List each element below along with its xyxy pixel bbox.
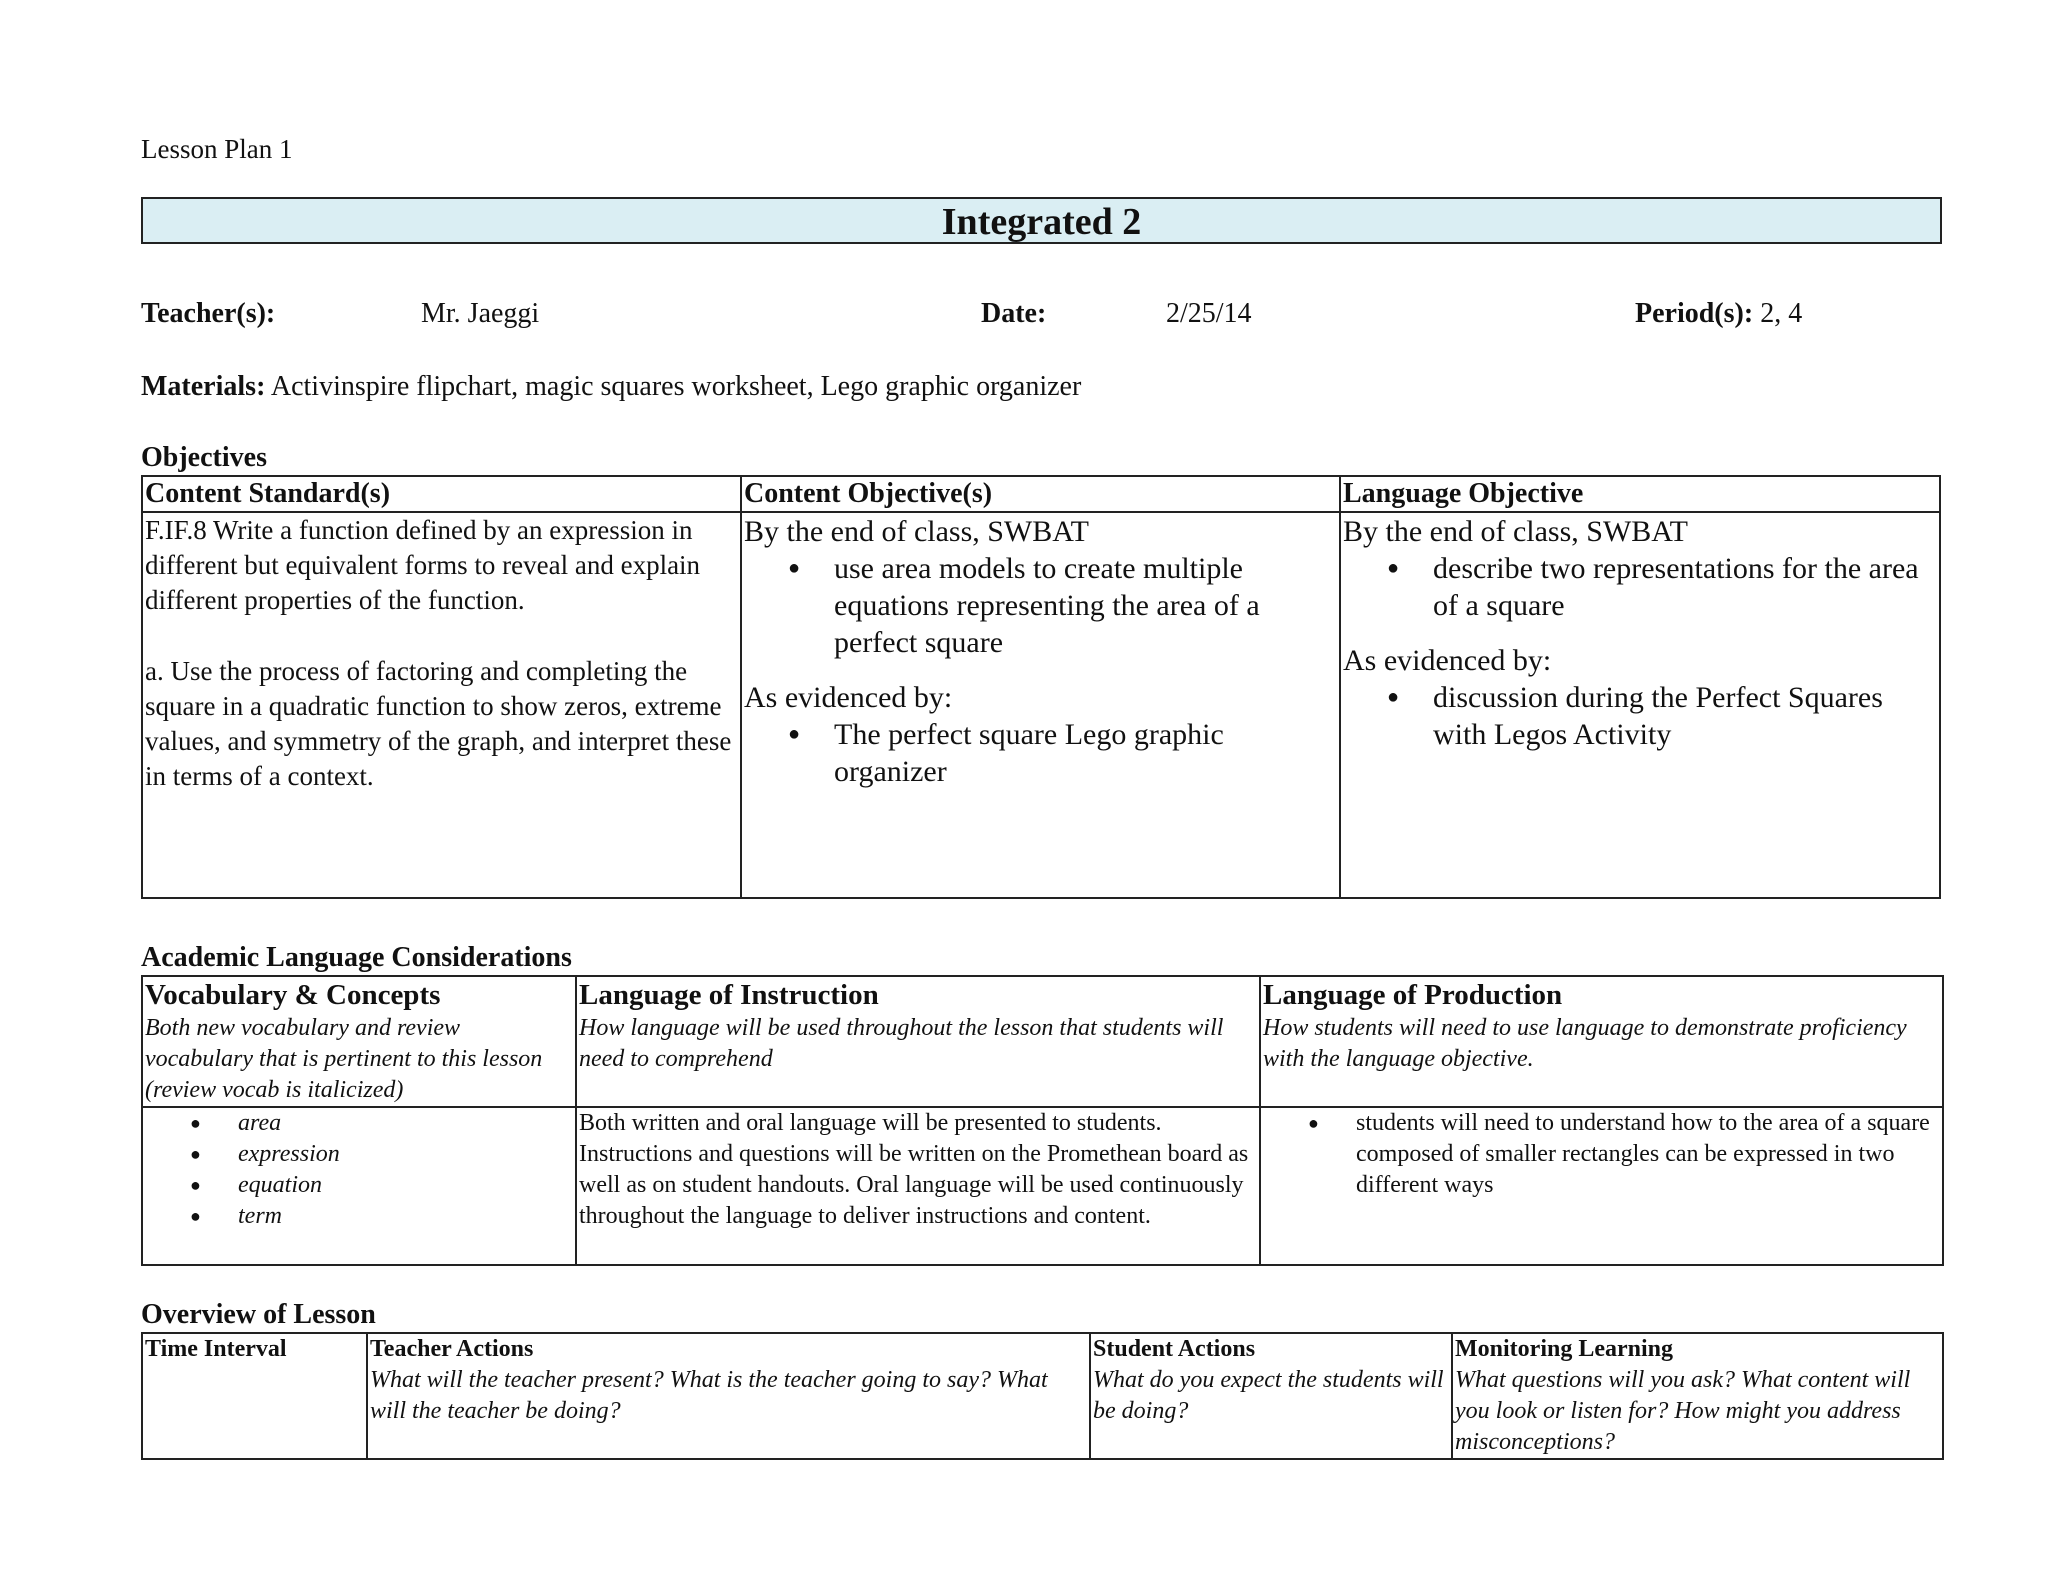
monitoring-learning-description: What questions will you ask? What content will you look or listen for? How might you address misconceptions? bbox=[1455, 1367, 1911, 1455]
standard-paragraph-1: F.IF.8 Write a function defined by an expression in different but equivalent forms to reveal and explain different properties of the function. bbox=[145, 515, 701, 615]
content-intro: By the end of class, SWBAT bbox=[744, 515, 1089, 548]
content-standard-header: Content Standard(s) bbox=[142, 476, 741, 512]
page-title: Integrated 2 bbox=[141, 197, 1942, 244]
vocabulary-description: Both new vocabulary and review vocabulary that is pertinent to this lesson (review vocab is italicized) bbox=[145, 1015, 543, 1103]
list-item: ● use area models to create multiple equations representing the area of a perfect square bbox=[834, 550, 1337, 661]
vocab-item: ● expression bbox=[238, 1139, 573, 1170]
teacher-actions-header: Teacher Actions bbox=[370, 1336, 534, 1362]
instruction-description: How language will be used throughout the lesson that students will need to comprehend bbox=[579, 1015, 1224, 1072]
production-cell bbox=[1260, 1107, 1943, 1265]
teacher-value: Mr. Jaeggi bbox=[421, 298, 540, 329]
student-actions-header: Student Actions bbox=[1093, 1336, 1256, 1362]
date-value: 2/25/14 bbox=[1166, 298, 1252, 329]
list-item: ● discussion during the Perfect Squares with Legos Activity bbox=[1433, 679, 1937, 753]
materials-line bbox=[141, 371, 1081, 403]
vocab-item: ● term bbox=[238, 1201, 573, 1232]
list-item: ● The perfect square Lego graphic organizer bbox=[834, 716, 1337, 790]
production-description: How students will need to use language to demonstrate proficiency with the language objective. bbox=[1263, 1015, 1907, 1072]
content-objective-cell bbox=[741, 512, 1340, 898]
language-intro: By the end of class, SWBAT bbox=[1343, 515, 1688, 548]
period-field bbox=[1635, 298, 1802, 330]
objectives-table bbox=[141, 475, 1941, 899]
time-interval-header: Time Interval bbox=[145, 1336, 287, 1362]
materials-label: Materials: bbox=[141, 371, 266, 402]
date-label: Date: bbox=[981, 298, 1047, 329]
vocabulary-cell bbox=[142, 1107, 576, 1265]
list-item: ● describe two representations for the area of a square bbox=[1433, 550, 1937, 624]
content-evidence-label: As evidenced by: bbox=[744, 681, 953, 714]
objectives-heading: Objectives bbox=[141, 442, 267, 473]
monitoring-learning-cell bbox=[1452, 1333, 1943, 1459]
content-objective-header: Content Objective(s) bbox=[741, 476, 1340, 512]
vocabulary-header-cell bbox=[142, 976, 576, 1107]
vocab-item: ● equation bbox=[238, 1170, 573, 1201]
student-actions-cell bbox=[1090, 1333, 1452, 1459]
list-item: ● students will need to understand how to the area of a square composed of smaller rectangles can be expressed in two different ways bbox=[1356, 1108, 1940, 1201]
content-standard-cell bbox=[142, 512, 741, 898]
period-value: 2, 4 bbox=[1760, 298, 1803, 329]
time-interval-cell bbox=[142, 1333, 367, 1459]
period-label: Period(s): bbox=[1635, 298, 1754, 329]
vocabulary-header: Vocabulary & Concepts bbox=[145, 979, 441, 1011]
monitoring-learning-header: Monitoring Learning bbox=[1455, 1336, 1674, 1362]
academic-language-heading: Academic Language Considerations bbox=[141, 942, 572, 973]
language-evidence-label: As evidenced by: bbox=[1343, 644, 1552, 677]
teacher-label: Teacher(s): bbox=[141, 298, 276, 329]
overview-table bbox=[141, 1332, 1944, 1460]
standard-paragraph-2: a. Use the process of factoring and completing the square in a quadratic function to show zeros, extreme values, and symmetry of the graph, and interpret these in terms of a context. bbox=[145, 656, 732, 791]
production-header: Language of Production bbox=[1263, 979, 1563, 1011]
production-header-cell bbox=[1260, 976, 1943, 1107]
overview-heading: Overview of Lesson bbox=[141, 1299, 376, 1330]
language-objective-header: Language Objective bbox=[1340, 476, 1940, 512]
teacher-actions-description: What will the teacher present? What is the teacher going to say? What will the teacher be doing? bbox=[370, 1367, 1048, 1424]
instruction-header: Language of Instruction bbox=[579, 979, 879, 1011]
vocab-item: ● area bbox=[238, 1108, 573, 1139]
teacher-actions-cell bbox=[367, 1333, 1090, 1459]
student-actions-description: What do you expect the students will be doing? bbox=[1093, 1367, 1444, 1424]
materials-value: Activinspire flipchart, magic squares worksheet, Lego graphic organizer bbox=[270, 371, 1082, 402]
lesson-plan-label: Lesson Plan 1 bbox=[141, 134, 293, 164]
language-objective-cell bbox=[1340, 512, 1940, 898]
instruction-text: Both written and oral language will be presented to students. Instructions and questions will be written on the Promethean board as well as on student handouts. Oral language will be used continuously throughout the language to deliver instructions and content. bbox=[576, 1107, 1260, 1265]
academic-language-table bbox=[141, 975, 1944, 1266]
instruction-header-cell bbox=[576, 976, 1260, 1107]
